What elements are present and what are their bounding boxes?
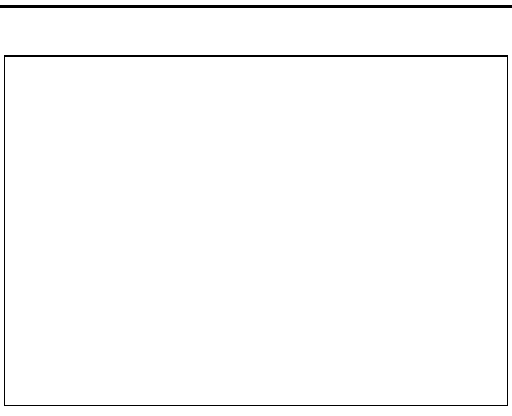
portion-rule (0, 7, 512, 8)
title-line-1 (0, 0, 512, 4)
micro-header-row (5, 56, 507, 76)
nutrition-table (4, 55, 508, 406)
